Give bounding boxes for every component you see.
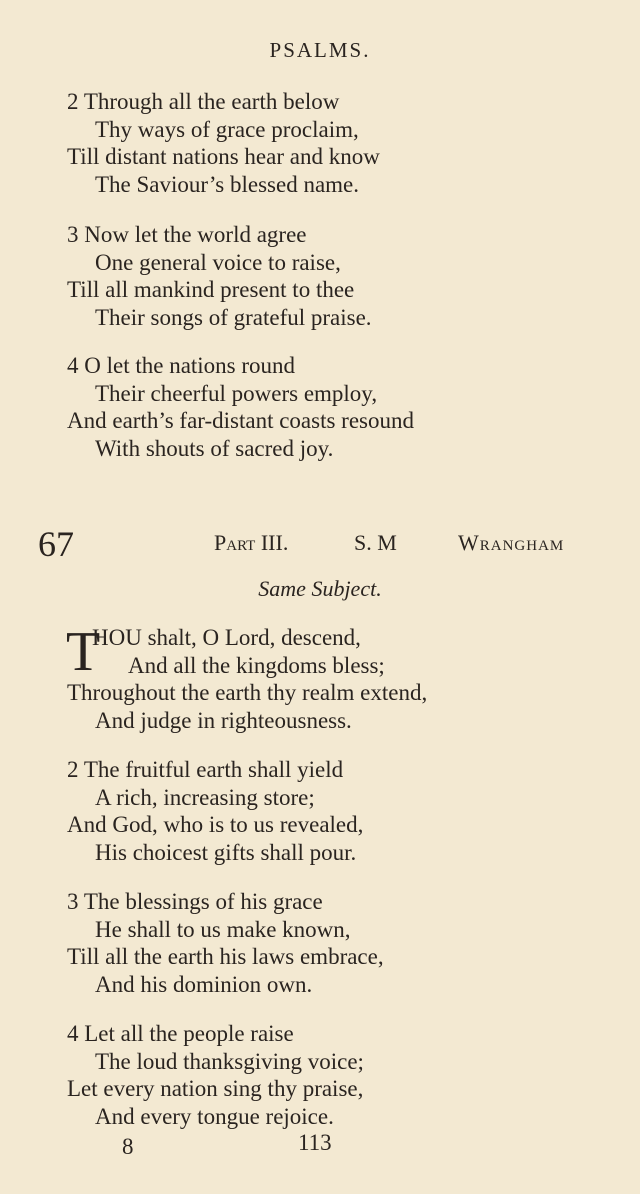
stanza [0,756,640,866]
stanza-line: And every tongue rejoice. [95,1103,334,1129]
hymn-number: 67 [38,524,74,564]
stanza-line: And all the kingdoms bless; [128,652,385,678]
stanza [0,88,640,198]
hymn-author: Wrangham [458,530,565,555]
stanza-line: One general voice to raise, [95,249,341,275]
stanza-line: Thy ways of grace proclaim, [95,116,359,142]
stanza [0,1020,640,1130]
stanza-line: 3 Now let the world agree [67,222,307,247]
stanza-line: Till all the earth his laws embrace, [67,944,384,969]
page-number: 113 [298,1130,332,1155]
stanza-line: And earth’s far-distant coasts resound [67,408,414,433]
stanza-line: His choicest gifts shall pour. [95,839,357,865]
stanza-line: Till all mankind present to thee [67,277,355,302]
running-head: PSALMS. [269,38,371,62]
hymn-meter: S. M [354,530,397,555]
stanza-line: Throughout the earth thy realm extend, [67,680,428,705]
stanza [0,888,640,998]
signature-mark: 8 [122,1134,134,1159]
stanza-line: 4 O let the nations round [67,353,296,378]
stanza-line: A rich, increasing store; [95,784,315,810]
stanza [0,621,640,734]
stanza-line: Their songs of grateful praise. [95,304,372,330]
stanza-line: Their cheerful powers employ, [95,380,378,406]
stanza-line: And judge in righteousness. [95,707,352,733]
drop-cap: T [66,621,101,683]
stanza-line: 3 The blessings of his grace [67,889,323,914]
stanza-line: Let every nation sing thy praise, [67,1076,364,1101]
stanza-line: 2 The fruitful earth shall yield [67,757,344,782]
stanza-line: Till distant nations hear and know [67,144,380,169]
stanza-line: The Saviour’s blessed name. [95,171,360,197]
stanza-line: And God, who is to us revealed, [67,812,364,837]
stanza-line: He shall to us make known, [95,916,351,942]
stanza-line: 2 Through all the earth below [67,89,340,114]
hymn-part: Part III. [214,530,289,555]
stanza-line: The loud thanksgiving voice; [95,1048,364,1074]
stanza [0,221,640,331]
stanza-line: 4 Let all the people raise [67,1021,294,1046]
stanza-line: And his dominion own. [95,971,313,997]
stanza-line: With shouts of sacred joy. [95,435,334,461]
hymn-subject: Same Subject. [258,576,382,601]
stanza-line: HOU shalt, O Lord, descend, [92,625,361,650]
stanza [0,352,640,462]
